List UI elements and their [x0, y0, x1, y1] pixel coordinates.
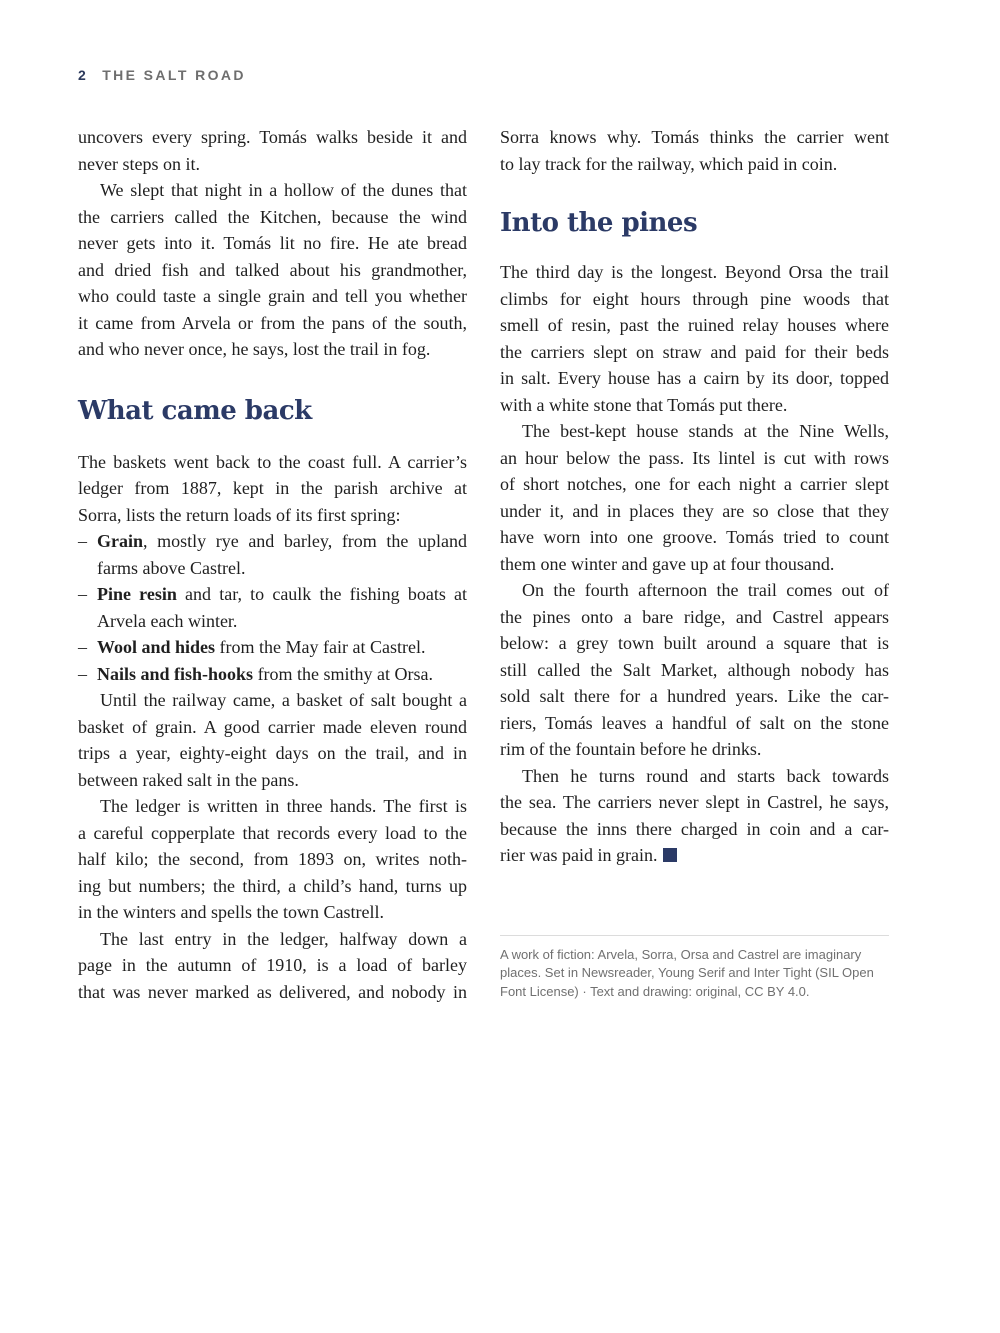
text-line: The last entry in the ledger, halfway down a [100, 928, 467, 949]
colophon-line: A work of fiction: Arvela, Sorra, Orsa and Castrel are imaginary [500, 946, 862, 962]
text-line: them one winter and gave up at four thousand. [500, 553, 835, 574]
list-item-text: , mostly rye and barley, from the upland [143, 531, 467, 551]
list-item [78, 528, 467, 581]
text-line: still called the Salt Market, although nobody has [500, 659, 889, 680]
text-line: never steps on it. [78, 153, 200, 174]
list-item [78, 634, 467, 661]
text-line: a careful copperplate that records every load to the [78, 822, 467, 843]
text-line: it came from Arvela or from the pans of the south, [78, 312, 467, 333]
text-line: climbs for eight hours through pine woods that [500, 288, 889, 309]
paragraph [78, 926, 467, 1006]
text-line: half kilo; the second, from 1893 on, writes noth- [78, 849, 467, 869]
text-line: in the winters and spells the town Castrell. [78, 902, 384, 922]
text-line: Then he turns round and starts back towards [522, 765, 889, 786]
text-line: uncovers every spring. Tomás walks beside it and [78, 127, 467, 147]
text-line: between raked salt in the pans. [78, 769, 299, 790]
text-line: have worn into one groove. Tomás tried to count [500, 527, 889, 547]
paragraph [78, 687, 467, 793]
running-head [78, 66, 246, 84]
text-line: Until the railway came, a basket of salt bought a [100, 690, 467, 710]
text-line: and who never once, he says, lost the trail in fog. [78, 339, 431, 359]
text-line: On the fourth afternoon the trail comes out of [522, 580, 889, 600]
page-number: 2 [78, 67, 89, 83]
list-item-text: from the smithy at Orsa. [253, 663, 434, 684]
text-line: never gets into it. Tomás lit no fire. He ate bread [78, 233, 467, 253]
paragraph [500, 577, 889, 763]
list-item-term: Grain [97, 531, 144, 551]
bullet-list [78, 528, 467, 687]
footnote-divider [500, 935, 889, 936]
text-line: The third day is the longest. Beyond Orsa the trail [500, 262, 889, 282]
colophon-line: Font License) · Text and drawing: original, CC BY 4.0. [500, 983, 810, 999]
text-line: under it, and in places they are so close that they [500, 500, 889, 521]
left-column [78, 124, 467, 1005]
text-line: that was never marked as delivered, and nobody in [78, 981, 467, 1002]
text-line: an hour below the pass. Its lintel is cut with rows [500, 447, 889, 468]
paragraph [78, 124, 467, 177]
text-line: sold salt there for a hundred years. Like the car- [500, 686, 889, 706]
paragraph [78, 177, 467, 363]
text-line: smell of resin, past the ruined relay houses where [500, 315, 889, 335]
list-item-term: Wool and hides [97, 637, 216, 657]
paragraph [500, 124, 889, 177]
text-line: page in the autumn of 1910, is a load of barley [78, 955, 467, 975]
end-mark-square-icon [663, 848, 677, 862]
list-dash: – [78, 531, 87, 551]
paragraph [78, 793, 467, 926]
list-dash: – [78, 637, 87, 657]
paragraph [78, 449, 467, 529]
list-dash: – [78, 663, 87, 684]
text-line: the carriers slept on straw and paid for their beds [500, 341, 889, 362]
text-line: Sorra, lists the return loads of its first spring: [78, 504, 401, 525]
text-line: ing but numbers; the third, a child’s hand, turns up [78, 875, 467, 896]
text-line: to lay track for the railway, which paid in coin. [500, 153, 838, 174]
list-item [78, 581, 467, 634]
section-heading: Into the pines [500, 208, 698, 238]
text-line: of short notches, one for each night a carrier slept [500, 474, 889, 494]
text-line: riers, Tomás leaves a handful of salt on the stone [500, 712, 889, 733]
text-line: and dried fish and talked about his grandmother, [78, 259, 467, 280]
text-line: below: a grey town built around a square that is [500, 633, 889, 653]
right-column [500, 124, 889, 1001]
text-line: the sea. The carriers never slept in Castrel, he says, [500, 792, 889, 812]
list-item-term: Pine resin [97, 584, 177, 604]
list-dash: – [78, 584, 87, 604]
text-line: rim of the fountain before he drinks. [500, 739, 762, 759]
text-line: We slept that night in a hollow of the dunes that [100, 180, 467, 200]
section-heading: What came back [78, 395, 312, 426]
text-line: The best-kept house stands at the Nine Wells, [522, 421, 889, 441]
text-line: the pines onto a bare ridge, and Castrel appears [500, 606, 889, 627]
list-item-text: and tar, to caulk the fishing boats at [176, 584, 467, 604]
text-line: basket of grain. A good carrier made eleven round [78, 716, 467, 737]
running-title: THE SALT ROAD [102, 67, 246, 83]
paragraph [500, 763, 889, 869]
paragraph [500, 259, 889, 418]
text-line: Arvela each winter. [97, 610, 238, 631]
list-item-term: Nails and fish-hooks [97, 663, 254, 684]
colophon [500, 946, 889, 1002]
text-line: in salt. Every house has a cairn by its door, topped [500, 368, 889, 388]
text-line: trips a year, eighty-eight days on the trail, and in [78, 743, 467, 763]
text-line: The ledger is written in three hands. The first is [100, 796, 467, 816]
text-line: because the inns there charged in coin and a car- [500, 818, 889, 839]
colophon-line: places. Set in Newsreader, Young Serif and Inter Tight (SIL Open [500, 965, 874, 980]
text-line: ledger from 1887, kept in the parish archive at [78, 478, 467, 498]
text-line: Sorra knows why. Tomás thinks the carrier went [500, 127, 889, 147]
text-line: the carriers called the Kitchen, because the wind [78, 206, 467, 227]
text-line: farms above Castrel. [97, 557, 246, 578]
paragraph [500, 418, 889, 577]
text-line: The baskets went back to the coast full. A carrier’s [78, 451, 467, 472]
text-line: with a white stone that Tomás put there. [500, 394, 788, 415]
list-item [78, 661, 467, 688]
list-item-text: from the May fair at Castrel. [215, 637, 426, 657]
text-line: who could taste a single grain and tell you whether [78, 286, 467, 306]
text-line: rier was paid in grain. [500, 845, 658, 865]
